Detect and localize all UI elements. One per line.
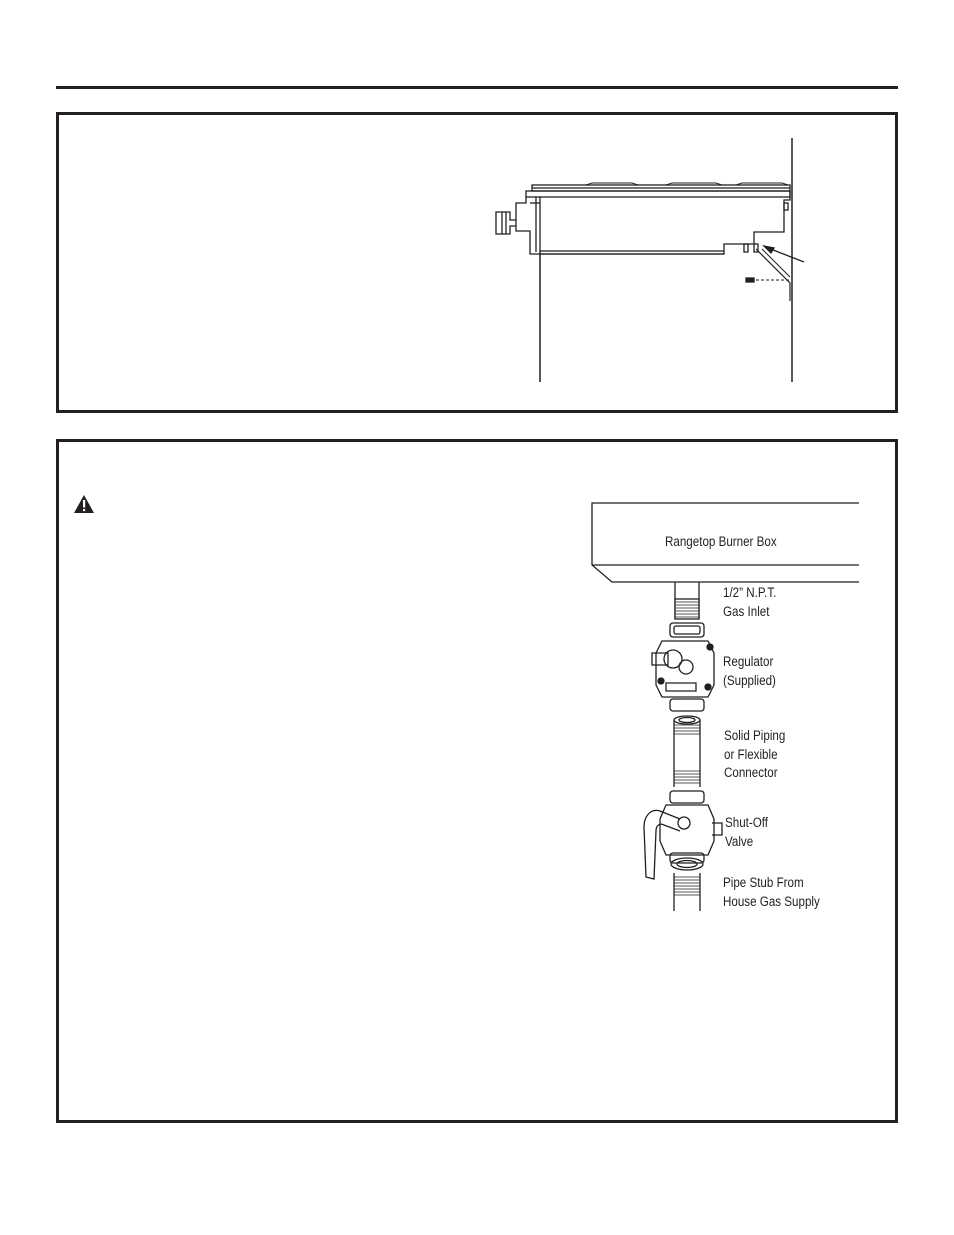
- screw-slot: [784, 203, 788, 210]
- label-gas-inlet: 1/2” N.P.T. Gas Inlet: [723, 585, 777, 619]
- burner-box: [516, 191, 790, 254]
- label-pipe-stub: Pipe Stub From House Gas Supply: [723, 875, 820, 909]
- top-plate: [526, 191, 790, 197]
- label-burner-box: Rangetop Burner Box: [665, 534, 777, 549]
- gas-connection-panel: [56, 439, 898, 1123]
- shutoff-valve-body: [644, 791, 722, 879]
- label-shutoff-valve: Shut-Off Valve: [725, 815, 769, 849]
- label-piping: Solid Piping or Flexible Connector: [724, 728, 786, 780]
- rangetop-side-view-panel: [56, 112, 898, 413]
- label-regulator: Regulator (Supplied): [723, 654, 776, 688]
- regulator-body: [652, 623, 714, 711]
- screw: [746, 278, 754, 282]
- header-rule: [56, 86, 898, 89]
- rangetop-side-view-diagram: [56, 112, 898, 413]
- anti-tip-bracket: [756, 249, 790, 301]
